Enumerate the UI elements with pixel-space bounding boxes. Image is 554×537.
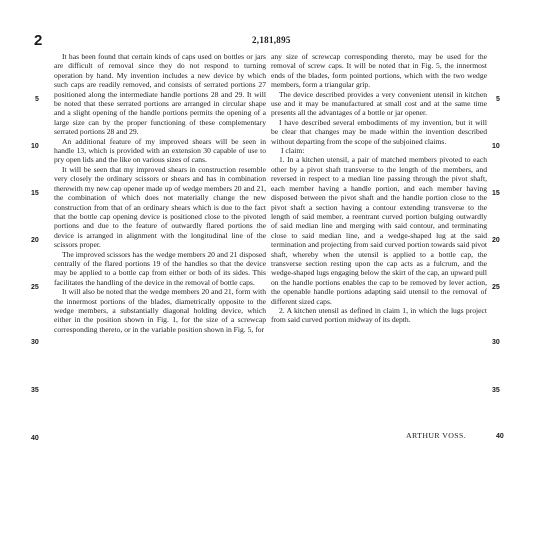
paragraph-embodiments: I have described several embodiments of my invention, but it will be clear that changes may be made within the invention described without departing from the scope of the subjoined claims. — [271, 117, 487, 146]
line-number: 30 — [31, 339, 39, 346]
line-number: 40 — [31, 435, 39, 442]
paragraph-wedge-members: The improved scissors has the wedge members 20 and 21 disposed centrally of the flared portions 19 of the handles so that the device may be applied to a bottle cap from either or both of its sides. This facilitates the handling of the device in the removal of bottle caps. — [54, 249, 266, 287]
paragraph-handle-extension: An additional feature of my improved shears will be seen in handle 13, which is provided with an extension 30 capable of use to pry open lids and the like on various sizes of cans. — [54, 136, 266, 165]
claim-1: 1. In a kitchen utensil, a pair of matched members pivoted to each other by a pivot shaft transverse to the length of the members, and reversed in respect to a median line passing through the pivot shaft, each member having a handle portion, and each member having disposed between the pivot shaft and the handle portion close to the pivot shaft a section having a contour extending transverse to the length of said member, a reentrant curved portion bulging outwardly of said median line and merging with said contour, and terminating close to said median line, and a wedge-shaped lug at the said termination and projecting from said curved portion towards said pivot shaft, whereby when the utensil is applied to a bottle cap, the transverse section resting upon the cap acts as a fulcrum, and the wedge-shaped lugs engaging below the skirt of the cap, an upward pull on the handle portions enables the cap to be removed by lever action, the openable handle portions adapting said utensil to the removal of different sized caps. — [271, 155, 487, 306]
left-text-column — [54, 52, 266, 334]
paragraph-construction: It will be seen that my improved shears in construction resemble very closely the ordinary scissors or shears and has in combination therewith my new cap opener made up of wedge members 20 and 21, the combination of which does not materially change the new construction from that of an ordinary shears which is due to the fact that the bottle cap opening device is positioned close to the pivoted portions and due to the feature of outwardly flared portions the device is arranged in alignment with the longitudinal line of the scissors proper. — [54, 164, 266, 250]
line-number: 20 — [31, 237, 39, 244]
line-number: 20 — [492, 237, 500, 244]
paragraph-utensil-advantages: The device described provides a very convenient utensil in kitchen use and it may be manufactured at small cost and at the same time presents all the advantages of a bottle or jar opener. — [271, 89, 487, 118]
inventor-signature: ARTHUR VOSS. — [406, 431, 467, 440]
line-number: 5 — [35, 96, 39, 103]
line-number: 40 — [496, 433, 504, 440]
patent-number: 2,181,895 — [252, 35, 291, 45]
line-number: 10 — [492, 143, 500, 150]
paragraph-serrated-portions: It has been found that certain kinds of caps used on bottles or jars are difficult of removal since they do not respond to turning operation by hand. My invention includes a new device by which such caps are readily removed, and consists of serrated portions 27 positioned along the intermediate handle portions 28 and 29. It will be noted that these serrated portions are arranged in circular shape and a slight opening of the handle portions permits the opening of a large size can by the proper functioning of these complementary serrated portions 28 and 29. — [54, 52, 266, 137]
line-number: 10 — [31, 143, 39, 150]
line-number: 25 — [31, 284, 39, 291]
claim-2: 2. A kitchen utensil as defined in claim 1, in which the lugs project from said curved portion midway of its depth. — [271, 305, 487, 325]
claims-heading: I claim: — [281, 146, 305, 156]
line-number: 35 — [31, 387, 39, 394]
line-number: 15 — [31, 190, 39, 197]
paragraph-continuation: any size of screwcap corresponding thereto, may be used for the removal of screw caps. It will be noted that in Fig. 5, the innermost ends of the blades, form pointed portions, which with the two wedge members, form a triangular grip. — [271, 52, 487, 90]
line-number: 5 — [496, 96, 500, 103]
line-number: 35 — [492, 387, 500, 394]
line-number: 15 — [492, 190, 500, 197]
line-number: 25 — [492, 284, 500, 291]
paragraph-holding-device: It will also be noted that the wedge members 20 and 21, form with the innermost portions of the blades, diametrically opposite to the wedge members, a substantially diagonal holding device, which either in the position shown in Fig. 1, for the size of a screwcap corresponding thereto, or in the variable position shown in Fig. 5, for — [54, 287, 266, 334]
page-number: 2 — [34, 32, 43, 49]
line-number: 30 — [492, 339, 500, 346]
right-text-column — [271, 52, 487, 325]
